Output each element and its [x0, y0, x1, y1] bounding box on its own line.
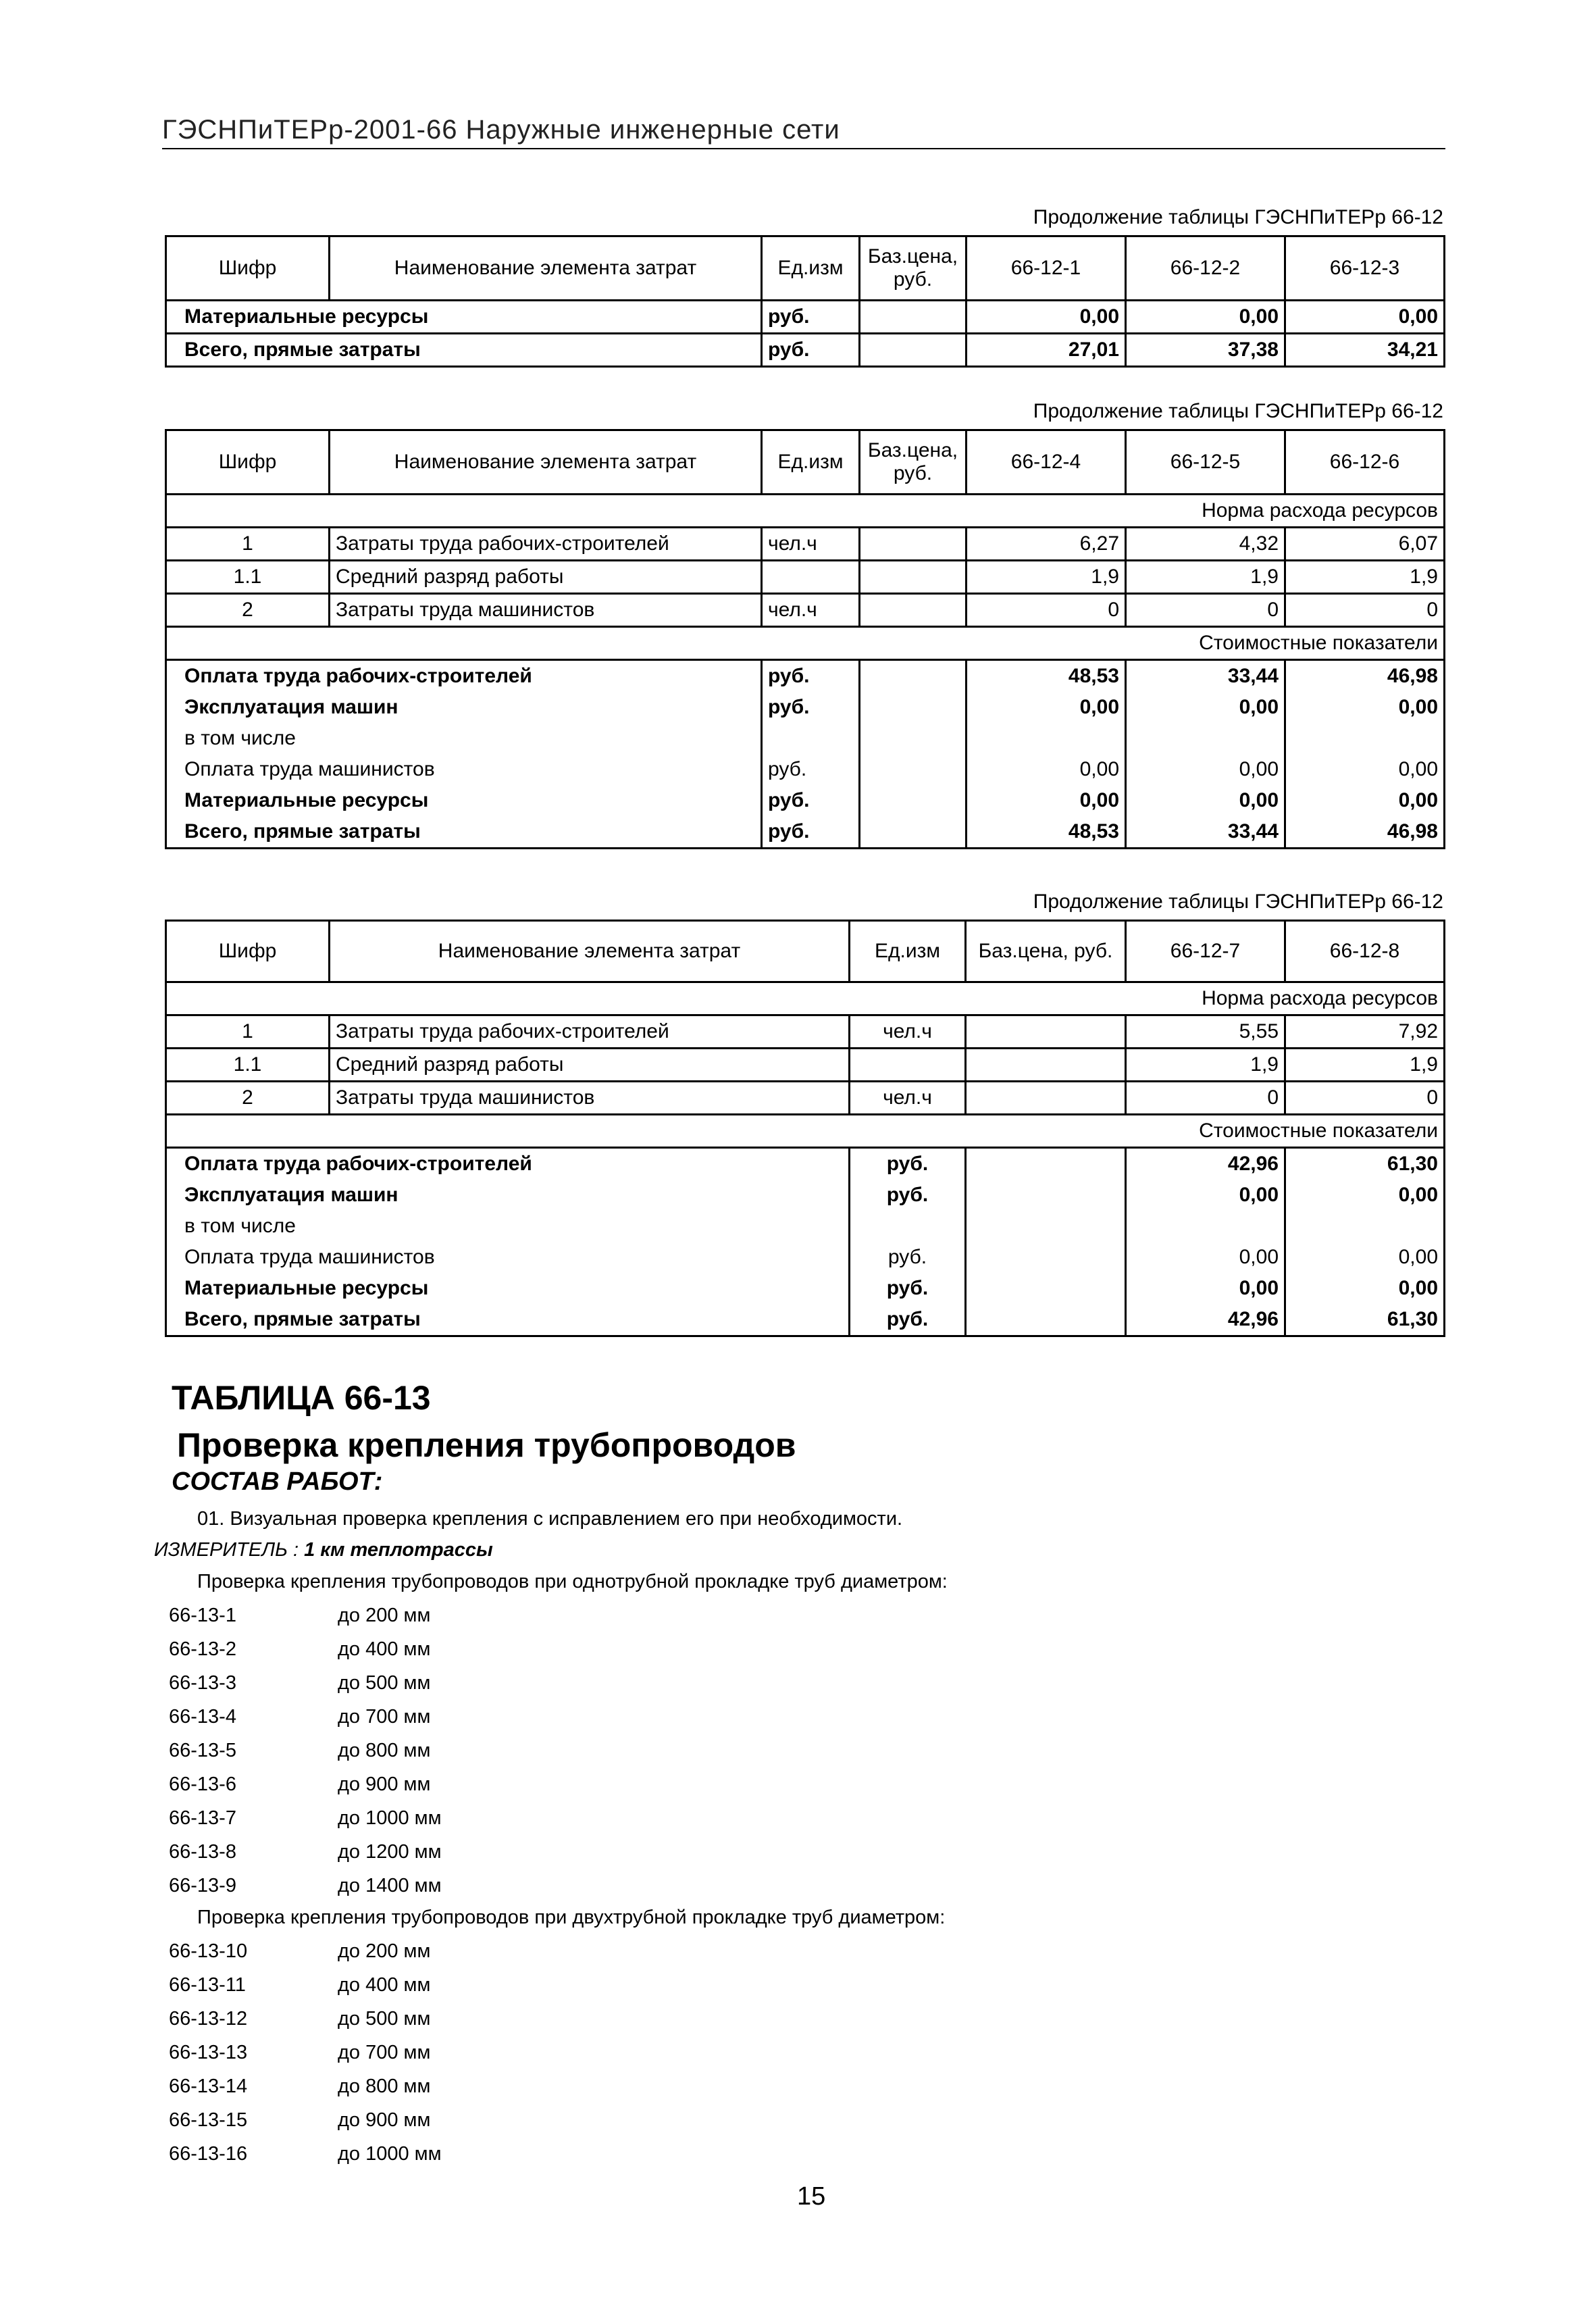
row-unit: руб.: [762, 334, 860, 367]
composition-item: 01. Визуальная проверка крепления с исправлением его при необходимости.: [197, 1508, 903, 1530]
row-value: 0: [1285, 1082, 1445, 1115]
list-item: [169, 1940, 442, 1974]
item-code: 66-13-15: [169, 2109, 248, 2131]
header-unit: Ед.изм: [850, 921, 966, 982]
table-66-12-part2: [165, 429, 1445, 849]
section-cost: Стоимостные показатели: [166, 1115, 1445, 1148]
row-price: [860, 723, 967, 754]
row-price: [966, 1015, 1126, 1049]
row-value: 1,9: [1285, 1049, 1445, 1082]
table-caption: Продолжение таблицы ГЭСНПиТЕРр 66-12: [1033, 206, 1443, 228]
item-desc: до 400 мм: [338, 1638, 431, 1660]
row-value: 6,27: [967, 528, 1126, 561]
row-price: [860, 334, 967, 367]
row-value: 0: [1285, 594, 1445, 627]
row-value: 0,00: [967, 301, 1126, 334]
table-row: [166, 816, 1445, 849]
row-unit: чел.ч: [850, 1015, 966, 1049]
list-item: [169, 1875, 442, 1909]
row-price: [966, 1273, 1126, 1304]
table-66-12-part3: [165, 920, 1445, 1337]
header-col-2: 66-12-2: [1126, 236, 1285, 301]
row-value: 27,01: [967, 334, 1126, 367]
item-code: 66-13-2: [169, 1638, 236, 1660]
list-item: [169, 2042, 442, 2076]
row-unit: руб.: [850, 1273, 966, 1304]
row-unit: [850, 1049, 966, 1082]
item-code: 66-13-12: [169, 2008, 248, 2030]
row-unit: руб.: [762, 816, 860, 849]
table-row: [166, 723, 1445, 754]
row-price: [860, 785, 967, 816]
row-code: 2: [166, 1082, 330, 1115]
header-col-1: 66-12-7: [1126, 921, 1285, 982]
row-value: [1285, 1211, 1445, 1242]
section-table-title: ТАБЛИЦА 66-13: [172, 1379, 431, 1417]
item-code: 66-13-14: [169, 2076, 248, 2097]
row-price: [860, 594, 967, 627]
row-unit: чел.ч: [762, 528, 860, 561]
row-value: 7,92: [1285, 1015, 1445, 1049]
table-row: [166, 1180, 1445, 1211]
row-price: [966, 1049, 1126, 1082]
row-value: 0,00: [1126, 1242, 1285, 1273]
row-name: Оплата труда рабочих-строителей: [166, 660, 762, 693]
header-col-2: 66-12-5: [1126, 430, 1285, 495]
row-code: 1.1: [166, 561, 330, 594]
item-desc: до 400 мм: [338, 1974, 431, 1996]
table-row: [166, 1304, 1445, 1336]
header-code: Шифр: [166, 430, 330, 495]
group1-title: Проверка крепления трубопроводов при однотрубной прокладке труб диаметром:: [197, 1571, 948, 1592]
row-value: 33,44: [1126, 816, 1285, 849]
header-name: Наименование элемента затрат: [330, 430, 762, 495]
row-unit: чел.ч: [850, 1082, 966, 1115]
row-value: 0,00: [967, 692, 1126, 723]
row-value: 33,44: [1126, 660, 1285, 693]
row-unit: [762, 723, 860, 754]
row-value: 0,00: [1285, 754, 1445, 785]
header-col-2: 66-12-8: [1285, 921, 1445, 982]
row-unit: руб.: [850, 1242, 966, 1273]
row-name: Всего, прямые затраты: [166, 816, 762, 849]
row-value: 42,96: [1126, 1304, 1285, 1336]
row-value: 61,30: [1285, 1304, 1445, 1336]
item-desc: до 700 мм: [338, 2042, 431, 2063]
list-item: [169, 1605, 442, 1638]
row-value: [1126, 723, 1285, 754]
row-name: Средний разряд работы: [330, 1049, 850, 1082]
list-item: [169, 1706, 442, 1740]
header-unit: Ед.изм: [762, 430, 860, 495]
table-row: [166, 692, 1445, 723]
row-code: 1: [166, 528, 330, 561]
row-unit: руб.: [762, 301, 860, 334]
row-value: 0,00: [1285, 301, 1445, 334]
row-value: 46,98: [1285, 660, 1445, 693]
item-desc: до 1200 мм: [338, 1841, 442, 1863]
row-value: [1126, 1211, 1285, 1242]
table-row: [166, 754, 1445, 785]
table-row: [166, 1273, 1445, 1304]
row-value: 0: [967, 594, 1126, 627]
header-col-1: 66-12-1: [967, 236, 1126, 301]
meter-label: ИЗМЕРИТЕЛЬ :: [154, 1539, 299, 1561]
row-unit: руб.: [762, 754, 860, 785]
row-price: [860, 528, 967, 561]
row-name: Затраты труда рабочих-строителей: [330, 1015, 850, 1049]
group1-list: [169, 1605, 442, 1909]
row-name: Всего, прямые затраты: [166, 1304, 850, 1336]
list-item: [169, 1638, 442, 1672]
row-value: 1,9: [1126, 561, 1285, 594]
row-name: Эксплуатация машин: [166, 1180, 850, 1211]
row-unit: [850, 1211, 966, 1242]
row-value: 0,00: [1126, 754, 1285, 785]
list-item: [169, 1841, 442, 1875]
document-header: ГЭСНПиТЕРр-2001-66 Наружные инженерные сети: [162, 115, 1445, 149]
header-name: Наименование элемента затрат: [330, 921, 850, 982]
row-code: 2: [166, 594, 330, 627]
row-unit: руб.: [762, 692, 860, 723]
list-item: [169, 1774, 442, 1807]
row-name: Всего, прямые затраты: [166, 334, 762, 367]
item-code: 66-13-10: [169, 1940, 248, 1962]
row-value: 0,00: [967, 754, 1126, 785]
page-number: 15: [797, 2182, 826, 2211]
item-code: 66-13-7: [169, 1807, 236, 1829]
item-code: 66-13-6: [169, 1774, 236, 1795]
table-row: [166, 301, 1445, 334]
table-row: [166, 785, 1445, 816]
row-value: 1,9: [1285, 561, 1445, 594]
item-desc: до 800 мм: [338, 2076, 431, 2097]
row-code: 1.1: [166, 1049, 330, 1082]
row-unit: руб.: [762, 660, 860, 693]
table-row: [166, 1082, 1445, 1115]
table-row: [166, 594, 1445, 627]
meter-value: 1 км теплотрассы: [304, 1539, 493, 1561]
item-code: 66-13-9: [169, 1875, 236, 1896]
table-row: [166, 1211, 1445, 1242]
header-col-3: 66-12-3: [1285, 236, 1445, 301]
row-value: [1285, 723, 1445, 754]
header-code: Шифр: [166, 921, 330, 982]
list-item: [169, 1974, 442, 2008]
row-price: [860, 660, 967, 693]
header-col-3: 66-12-6: [1285, 430, 1445, 495]
row-price: [966, 1082, 1126, 1115]
table-66-12-part1: [165, 235, 1445, 368]
row-price: [860, 692, 967, 723]
row-value: 5,55: [1126, 1015, 1285, 1049]
row-unit: руб.: [850, 1148, 966, 1180]
item-code: 66-13-16: [169, 2143, 248, 2165]
header-code: Шифр: [166, 236, 330, 301]
row-value: 0,00: [1285, 692, 1445, 723]
row-value: 0: [1126, 594, 1285, 627]
row-price: [966, 1180, 1126, 1211]
row-value: 0,00: [967, 785, 1126, 816]
table-row: [166, 1015, 1445, 1049]
group2-title: Проверка крепления трубопроводов при двухтрубной прокладке труб диаметром:: [197, 1907, 946, 1928]
row-value: 0,00: [1285, 1242, 1445, 1273]
table-row: [166, 660, 1445, 693]
item-desc: до 500 мм: [338, 1672, 431, 1694]
header-price: Баз.цена, руб.: [966, 921, 1126, 982]
item-code: 66-13-11: [169, 1974, 246, 1996]
item-code: 66-13-13: [169, 2042, 248, 2063]
row-value: 48,53: [967, 816, 1126, 849]
row-price: [860, 561, 967, 594]
list-item: [169, 1807, 442, 1841]
row-name: Материальные ресурсы: [166, 785, 762, 816]
row-value: 34,21: [1285, 334, 1445, 367]
table-row: [166, 1049, 1445, 1082]
header-col-1: 66-12-4: [967, 430, 1126, 495]
table-row: [166, 528, 1445, 561]
row-price: [966, 1148, 1126, 1180]
header-unit: Ед.изм: [762, 236, 860, 301]
list-item: [169, 1672, 442, 1706]
row-unit: [762, 561, 860, 594]
row-name: Затраты труда рабочих-строителей: [330, 528, 762, 561]
section-cost: Стоимостные показатели: [166, 627, 1445, 660]
item-code: 66-13-3: [169, 1672, 236, 1694]
meter-line: [154, 1539, 493, 1561]
table-row: [166, 1148, 1445, 1180]
list-item: [169, 2008, 442, 2042]
section-norm: Норма расхода ресурсов: [166, 495, 1445, 528]
table-caption: Продолжение таблицы ГЭСНПиТЕРр 66-12: [1033, 400, 1443, 422]
row-value: 1,9: [1126, 1049, 1285, 1082]
row-name: Затраты труда машинистов: [330, 594, 762, 627]
item-desc: до 500 мм: [338, 2008, 431, 2030]
row-value: 0,00: [1285, 785, 1445, 816]
row-name: Затраты труда машинистов: [330, 1082, 850, 1115]
table-row: [166, 561, 1445, 594]
row-name: Оплата труда машинистов: [166, 754, 762, 785]
row-name: в том числе: [166, 723, 762, 754]
row-value: 6,07: [1285, 528, 1445, 561]
row-name: в том числе: [166, 1211, 850, 1242]
header-price: Баз.цена, руб.: [860, 236, 967, 301]
item-code: 66-13-4: [169, 1706, 236, 1728]
item-desc: до 700 мм: [338, 1706, 431, 1728]
composition-title: СОСТАВ РАБОТ:: [172, 1467, 383, 1496]
row-name: Материальные ресурсы: [166, 1273, 850, 1304]
row-value: 0,00: [1126, 1180, 1285, 1211]
table-row: [166, 334, 1445, 367]
row-name: Оплата труда машинистов: [166, 1242, 850, 1273]
table-caption: Продолжение таблицы ГЭСНПиТЕРр 66-12: [1033, 890, 1443, 913]
item-desc: до 900 мм: [338, 1774, 431, 1795]
row-price: [860, 816, 967, 849]
row-value: 1,9: [967, 561, 1126, 594]
section-norm: Норма расхода ресурсов: [166, 982, 1445, 1015]
row-value: 0,00: [1126, 785, 1285, 816]
row-price: [966, 1211, 1126, 1242]
row-value: 0,00: [1285, 1180, 1445, 1211]
list-item: [169, 2143, 442, 2177]
section-subtitle: Проверка крепления трубопроводов: [177, 1426, 796, 1464]
row-name: Эксплуатация машин: [166, 692, 762, 723]
table-row: [166, 1242, 1445, 1273]
row-value: [967, 723, 1126, 754]
header-price: Баз.цена, руб.: [860, 430, 967, 495]
row-price: [966, 1242, 1126, 1273]
row-value: 0,00: [1126, 692, 1285, 723]
item-desc: до 1400 мм: [338, 1875, 442, 1896]
row-value: 0: [1126, 1082, 1285, 1115]
item-desc: до 1000 мм: [338, 1807, 442, 1829]
item-desc: до 200 мм: [338, 1605, 431, 1626]
item-code: 66-13-8: [169, 1841, 236, 1863]
row-value: 4,32: [1126, 528, 1285, 561]
group2-list: [169, 1940, 442, 2177]
row-unit: чел.ч: [762, 594, 860, 627]
row-unit: руб.: [850, 1180, 966, 1211]
list-item: [169, 1740, 442, 1774]
row-value: 0,00: [1285, 1273, 1445, 1304]
row-unit: руб.: [850, 1304, 966, 1336]
row-name: Средний разряд работы: [330, 561, 762, 594]
row-value: 48,53: [967, 660, 1126, 693]
item-code: 66-13-5: [169, 1740, 236, 1761]
item-desc: до 800 мм: [338, 1740, 431, 1761]
item-desc: до 1000 мм: [338, 2143, 442, 2165]
row-unit: руб.: [762, 785, 860, 816]
header-name: Наименование элемента затрат: [330, 236, 762, 301]
row-value: 61,30: [1285, 1148, 1445, 1180]
list-item: [169, 2109, 442, 2143]
item-desc: до 200 мм: [338, 1940, 431, 1962]
row-price: [860, 754, 967, 785]
list-item: [169, 2076, 442, 2109]
row-name: Материальные ресурсы: [166, 301, 762, 334]
item-desc: до 900 мм: [338, 2109, 431, 2131]
row-value: 0,00: [1126, 301, 1285, 334]
row-code: 1: [166, 1015, 330, 1049]
row-name: Оплата труда рабочих-строителей: [166, 1148, 850, 1180]
item-code: 66-13-1: [169, 1605, 236, 1626]
row-price: [860, 301, 967, 334]
row-value: 37,38: [1126, 334, 1285, 367]
row-value: 46,98: [1285, 816, 1445, 849]
row-value: 0,00: [1126, 1273, 1285, 1304]
row-price: [966, 1304, 1126, 1336]
row-value: 42,96: [1126, 1148, 1285, 1180]
